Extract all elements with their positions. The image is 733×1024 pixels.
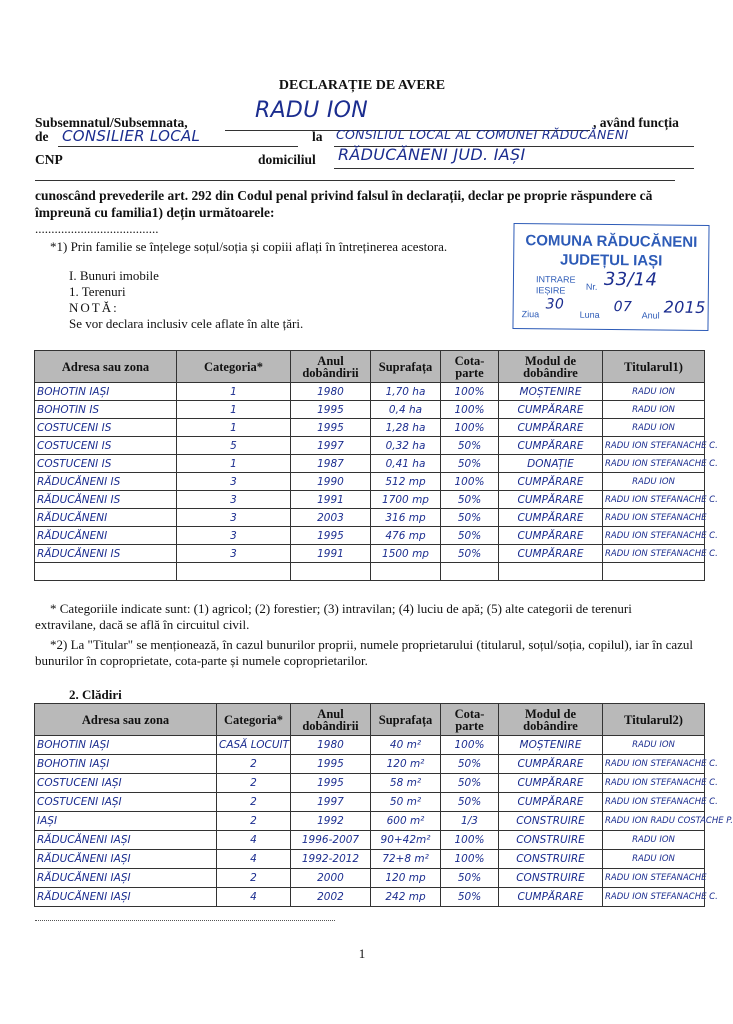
table-row xyxy=(35,888,705,907)
la-label: la xyxy=(312,129,323,144)
cell-adresa: IAȘI xyxy=(35,812,217,831)
table-row xyxy=(35,491,705,509)
cell-adresa: RĂDUCĂNENI IS xyxy=(35,491,177,509)
table-row xyxy=(35,545,705,563)
table-row xyxy=(35,755,705,774)
cell-modul: MOȘTENIRE xyxy=(499,383,603,401)
cell-anul: 1995 xyxy=(291,419,371,437)
cell-titular: RADU ION STEFANACHE C. xyxy=(603,437,705,455)
cell-modul: CUMPĂRARE xyxy=(499,793,603,812)
cell-adresa: RĂDUCĂNENI IS xyxy=(35,545,177,563)
cell-anul: 1987 xyxy=(291,455,371,473)
cell-adresa: COSTUCENI IS xyxy=(35,419,177,437)
cell-adresa: BOHOTIN IAȘI xyxy=(35,383,177,401)
cell-categoria: 5 xyxy=(177,437,291,455)
cell-adresa: RĂDUCĂNENI IAȘI xyxy=(35,850,217,869)
table-row xyxy=(35,736,705,755)
cell-anul xyxy=(291,563,371,581)
stamp-anul: 2015 xyxy=(663,297,706,317)
table-row xyxy=(35,383,705,401)
table-row xyxy=(35,527,705,545)
nota-label: NOTĂ: xyxy=(69,300,119,315)
cell-suprafata: 0,32 ha xyxy=(371,437,441,455)
cell-titular: RADU ION STEFANACHE xyxy=(603,509,705,527)
col-suprafata: Suprafața xyxy=(371,704,441,736)
cell-anul: 2002 xyxy=(291,888,371,907)
cell-modul: CUMPĂRARE xyxy=(499,419,603,437)
col-suprafata: Suprafața xyxy=(371,351,441,383)
functia-value: CONSILIER LOCAL xyxy=(62,127,201,145)
cell-categoria: 2 xyxy=(217,793,291,812)
cell-titular: RADU ION STEFANACHE C. xyxy=(603,491,705,509)
cell-cota: 1/3 xyxy=(441,812,499,831)
cell-suprafata: 120 m² xyxy=(371,755,441,774)
cell-categoria: 3 xyxy=(177,527,291,545)
cell-suprafata xyxy=(371,563,441,581)
cell-suprafata: 50 m² xyxy=(371,793,441,812)
cell-categoria: 3 xyxy=(177,509,291,527)
cell-categoria: 4 xyxy=(217,831,291,850)
page-number: 1 xyxy=(358,946,366,961)
stamp-anul-label: Anul xyxy=(641,310,660,321)
col-cota: Cota-parte xyxy=(441,351,499,383)
stamp-ziua: 30 xyxy=(545,296,565,313)
cell-modul: CUMPĂRARE xyxy=(499,437,603,455)
cell-cota: 50% xyxy=(441,755,499,774)
stamp-ziua-label: Ziua xyxy=(521,309,540,320)
col-anul: Anul dobândirii xyxy=(291,351,371,383)
cell-adresa: RĂDUCĂNENI xyxy=(35,509,177,527)
col-adresa: Adresa sau zona xyxy=(35,351,177,383)
cell-titular: RADU ION xyxy=(603,419,705,437)
col-cota: Cota-parte xyxy=(441,704,499,736)
cell-modul: CUMPĂRARE xyxy=(499,401,603,419)
stamp-nr-label: Nr. xyxy=(585,281,598,292)
cell-adresa: BOHOTIN IAȘI xyxy=(35,736,217,755)
col-categoria: Categoria* xyxy=(177,351,291,383)
cell-suprafata: 316 mp xyxy=(371,509,441,527)
cell-categoria: 4 xyxy=(217,888,291,907)
col-anul: Anul dobândirii xyxy=(291,704,371,736)
registration-stamp xyxy=(512,223,709,331)
cell-adresa: COSTUCENI IS xyxy=(35,437,177,455)
col-categoria: Categoria* xyxy=(217,704,291,736)
cell-modul: CUMPĂRARE xyxy=(499,527,603,545)
cell-modul xyxy=(499,563,603,581)
cell-suprafata: 1,28 ha xyxy=(371,419,441,437)
cell-modul: CUMPĂRARE xyxy=(499,473,603,491)
cell-titular: RADU ION STEFANACHE C. xyxy=(603,888,705,907)
stamp-intrare: INTRARE xyxy=(535,274,576,285)
table-row xyxy=(35,419,705,437)
cell-titular: RADU ION xyxy=(603,473,705,491)
cell-suprafata: 512 mp xyxy=(371,473,441,491)
cell-cota: 50% xyxy=(441,455,499,473)
cell-modul: DONAȚIE xyxy=(499,455,603,473)
subsection-terenuri: 1. Terenuri xyxy=(69,284,126,299)
blank-line xyxy=(35,180,675,181)
table-row xyxy=(35,401,705,419)
functia-underline xyxy=(58,146,298,147)
cell-categoria: 1 xyxy=(177,419,291,437)
cell-modul: CUMPĂRARE xyxy=(499,509,603,527)
cell-titular: RADU ION STEFANACHE C. xyxy=(603,527,705,545)
bottom-dotted-line xyxy=(35,920,335,921)
table-row xyxy=(35,869,705,888)
cladiri-table xyxy=(34,703,733,907)
table-row xyxy=(35,473,705,491)
cell-cota: 100% xyxy=(441,831,499,850)
cell-adresa: RĂDUCĂNENI xyxy=(35,527,177,545)
table-row xyxy=(35,437,705,455)
cell-cota: 100% xyxy=(441,383,499,401)
domiciliul-value: RĂDUCĂNENI JUD. IAȘI xyxy=(338,145,526,164)
cell-suprafata: 1700 mp xyxy=(371,491,441,509)
cell-cota: 100% xyxy=(441,850,499,869)
cell-modul: CONSTRUIRE xyxy=(499,831,603,850)
cell-anul: 1996-2007 xyxy=(291,831,371,850)
cell-suprafata: 476 mp xyxy=(371,527,441,545)
categorii-note: * Categoriile indicate sunt: (1) agricol; (2) forestier; (3) intravilan; (4) luciu de apă; (5) alte categorii de terenuri extravilane, dacă se află în circuitul civil. xyxy=(35,601,632,632)
cell-cota: 50% xyxy=(441,527,499,545)
intro-paragraph: cunoscând prevederile art. 292 din Codul penal privind falsul în declarații, declar pe proprie răspundere că împreună cu familia1) dețin următoarele: xyxy=(35,188,653,220)
cell-suprafata: 58 m² xyxy=(371,774,441,793)
cell-cota: 50% xyxy=(441,437,499,455)
subsection-cladiri: 2. Clădiri xyxy=(69,687,122,702)
cell-anul: 1990 xyxy=(291,473,371,491)
cell-adresa: RĂDUCĂNENI IAȘI xyxy=(35,869,217,888)
subsemnatul-label: Subsemnatul/Subsemnata, xyxy=(35,115,188,130)
page-title: DECLARAȚIE DE AVERE xyxy=(278,78,446,93)
cell-adresa: RĂDUCĂNENI IAȘI xyxy=(35,888,217,907)
cell-cota: 100% xyxy=(441,401,499,419)
cell-suprafata: 40 m² xyxy=(371,736,441,755)
cell-suprafata: 1,70 ha xyxy=(371,383,441,401)
cell-anul: 2000 xyxy=(291,869,371,888)
cell-titular: RADU ION xyxy=(603,383,705,401)
cell-categoria: 3 xyxy=(177,473,291,491)
cell-categoria: 1 xyxy=(177,383,291,401)
cell-titular: RADU ION STEFANACHE C. xyxy=(603,755,705,774)
cell-adresa: COSTUCENI IAȘI xyxy=(35,774,217,793)
cell-titular: RADU ION STEFANACHE xyxy=(603,869,705,888)
col-modul: Modul de dobândire xyxy=(499,351,603,383)
table-row xyxy=(35,774,705,793)
cell-modul: CONSTRUIRE xyxy=(499,850,603,869)
cell-anul: 1995 xyxy=(291,774,371,793)
table-row xyxy=(35,831,705,850)
cell-categoria: 1 xyxy=(177,455,291,473)
cell-categoria: 2 xyxy=(217,869,291,888)
cell-anul: 1991 xyxy=(291,491,371,509)
cell-titular: RADU ION xyxy=(603,831,705,850)
stamp-luna-label: Luna xyxy=(579,309,600,320)
section-bunuri-imobile: I. Bunuri imobile xyxy=(69,268,159,283)
stamp-iesire: IEȘIRE xyxy=(535,285,566,296)
cell-suprafata: 90+42m² xyxy=(371,831,441,850)
table-row xyxy=(35,455,705,473)
col-titular: Titularul1) xyxy=(603,351,705,383)
cell-titular: RADU ION xyxy=(603,401,705,419)
cell-titular: RADU ION STEFANACHE C. xyxy=(603,545,705,563)
cell-categoria: 2 xyxy=(217,755,291,774)
cell-anul: 1980 xyxy=(291,736,371,755)
cell-cota: 50% xyxy=(441,869,499,888)
cell-categoria: 1 xyxy=(177,401,291,419)
cell-suprafata: 600 m² xyxy=(371,812,441,831)
cell-cota: 50% xyxy=(441,509,499,527)
cell-cota: 50% xyxy=(441,545,499,563)
cell-anul: 1997 xyxy=(291,437,371,455)
cell-cota: 100% xyxy=(441,736,499,755)
institutia-value: CONSILIUL LOCAL AL COMUNEI RĂDUCĂNENI xyxy=(336,127,629,142)
col-titular: Titularul2) xyxy=(603,704,705,736)
cell-anul: 1992 xyxy=(291,812,371,831)
cell-anul: 1980 xyxy=(291,383,371,401)
cell-modul: CUMPĂRARE xyxy=(499,774,603,793)
cell-titular: RADU ION xyxy=(603,736,705,755)
declarant-name: RADU ION xyxy=(255,98,369,123)
cell-adresa: COSTUCENI IAȘI xyxy=(35,793,217,812)
cell-suprafata: 120 mp xyxy=(371,869,441,888)
cell-titular xyxy=(603,563,705,581)
footnote-family: *1) Prin familie se înțelege soțul/soția și copiii aflați în întreținerea acestora. xyxy=(50,239,448,254)
cell-categoria xyxy=(177,563,291,581)
cell-categoria: 3 xyxy=(177,491,291,509)
cell-suprafata: 1500 mp xyxy=(371,545,441,563)
cell-titular: RADU ION xyxy=(603,850,705,869)
avand-functia-label: , având funcția xyxy=(593,115,679,130)
cell-modul: CUMPĂRARE xyxy=(499,545,603,563)
cell-cota: 100% xyxy=(441,473,499,491)
cell-adresa: BOHOTIN IS xyxy=(35,401,177,419)
col-adresa: Adresa sau zona xyxy=(35,704,217,736)
cell-anul: 1992-2012 xyxy=(291,850,371,869)
cell-cota: 50% xyxy=(441,793,499,812)
cell-titular: RADU ION STEFANACHE C. xyxy=(603,455,705,473)
cell-modul: MOȘTENIRE xyxy=(499,736,603,755)
terenuri-table xyxy=(34,350,718,581)
cell-suprafata: 0,41 ha xyxy=(371,455,441,473)
cell-anul: 1995 xyxy=(291,755,371,774)
cell-suprafata: 72+8 m² xyxy=(371,850,441,869)
cell-modul: CONSTRUIRE xyxy=(499,812,603,831)
cell-adresa: RĂDUCĂNENI IS xyxy=(35,473,177,491)
col-modul: Modul de dobândire xyxy=(499,704,603,736)
cell-categoria: 3 xyxy=(177,545,291,563)
table-row xyxy=(35,563,705,581)
cell-anul: 1997 xyxy=(291,793,371,812)
titular-note: *2) La "Titular" se menționează, în cazul bunurilor proprii, numele proprietarului (titularul, soțul/soția, copilul), iar în cazul bunurilor în coproprietate, cota-parte și numele coproprietarilor. xyxy=(35,637,693,668)
cell-categoria: 2 xyxy=(217,774,291,793)
table-row xyxy=(35,793,705,812)
cell-cota: 100% xyxy=(441,419,499,437)
cell-suprafata: 0,4 ha xyxy=(371,401,441,419)
stamp-line2: JUDEȚUL IAȘI xyxy=(559,251,663,270)
cell-anul: 2003 xyxy=(291,509,371,527)
cell-modul: CUMPĂRARE xyxy=(499,491,603,509)
cell-adresa: BOHOTIN IAȘI xyxy=(35,755,217,774)
cell-modul: CUMPĂRARE xyxy=(499,755,603,774)
cell-anul: 1995 xyxy=(291,401,371,419)
de-label: de xyxy=(35,129,49,144)
stamp-luna: 07 xyxy=(613,299,633,316)
cell-titular: RADU ION STEFANACHE C. xyxy=(603,774,705,793)
cell-cota: 50% xyxy=(441,774,499,793)
cell-anul: 1995 xyxy=(291,527,371,545)
cell-cota xyxy=(441,563,499,581)
cell-modul: CUMPĂRARE xyxy=(499,888,603,907)
cell-cota: 50% xyxy=(441,491,499,509)
table-row xyxy=(35,812,705,831)
table-row xyxy=(35,850,705,869)
cnp-label: CNP xyxy=(35,152,63,167)
cell-adresa: COSTUCENI IS xyxy=(35,455,177,473)
cell-titular: RADU ION RADU COSTACHE P. xyxy=(603,812,705,831)
cladiri-header-row xyxy=(35,704,705,736)
cell-anul: 1991 xyxy=(291,545,371,563)
stamp-line1: COMUNA RĂDUCĂNENI xyxy=(525,232,698,251)
cell-titular: RADU ION STEFANACHE C. xyxy=(603,793,705,812)
dotted-line: ...................................... xyxy=(35,221,159,236)
table-row xyxy=(35,509,705,527)
domiciliul-label: domiciliul xyxy=(258,152,316,167)
stamp-nr: 33/14 xyxy=(603,268,658,291)
cell-adresa: RĂDUCĂNENI IAȘI xyxy=(35,831,217,850)
domiciliul-underline xyxy=(334,168,694,169)
cell-cota: 50% xyxy=(441,888,499,907)
cell-suprafata: 242 mp xyxy=(371,888,441,907)
cell-adresa xyxy=(35,563,177,581)
cell-modul: CONSTRUIRE xyxy=(499,869,603,888)
cell-categoria: 4 xyxy=(217,850,291,869)
cell-categoria: 2 xyxy=(217,812,291,831)
nota-text: Se vor declara inclusiv cele aflate în alte țări. xyxy=(69,316,304,331)
cell-categoria: CASĂ LOCUIT xyxy=(217,736,291,755)
terenuri-header-row xyxy=(35,351,705,383)
